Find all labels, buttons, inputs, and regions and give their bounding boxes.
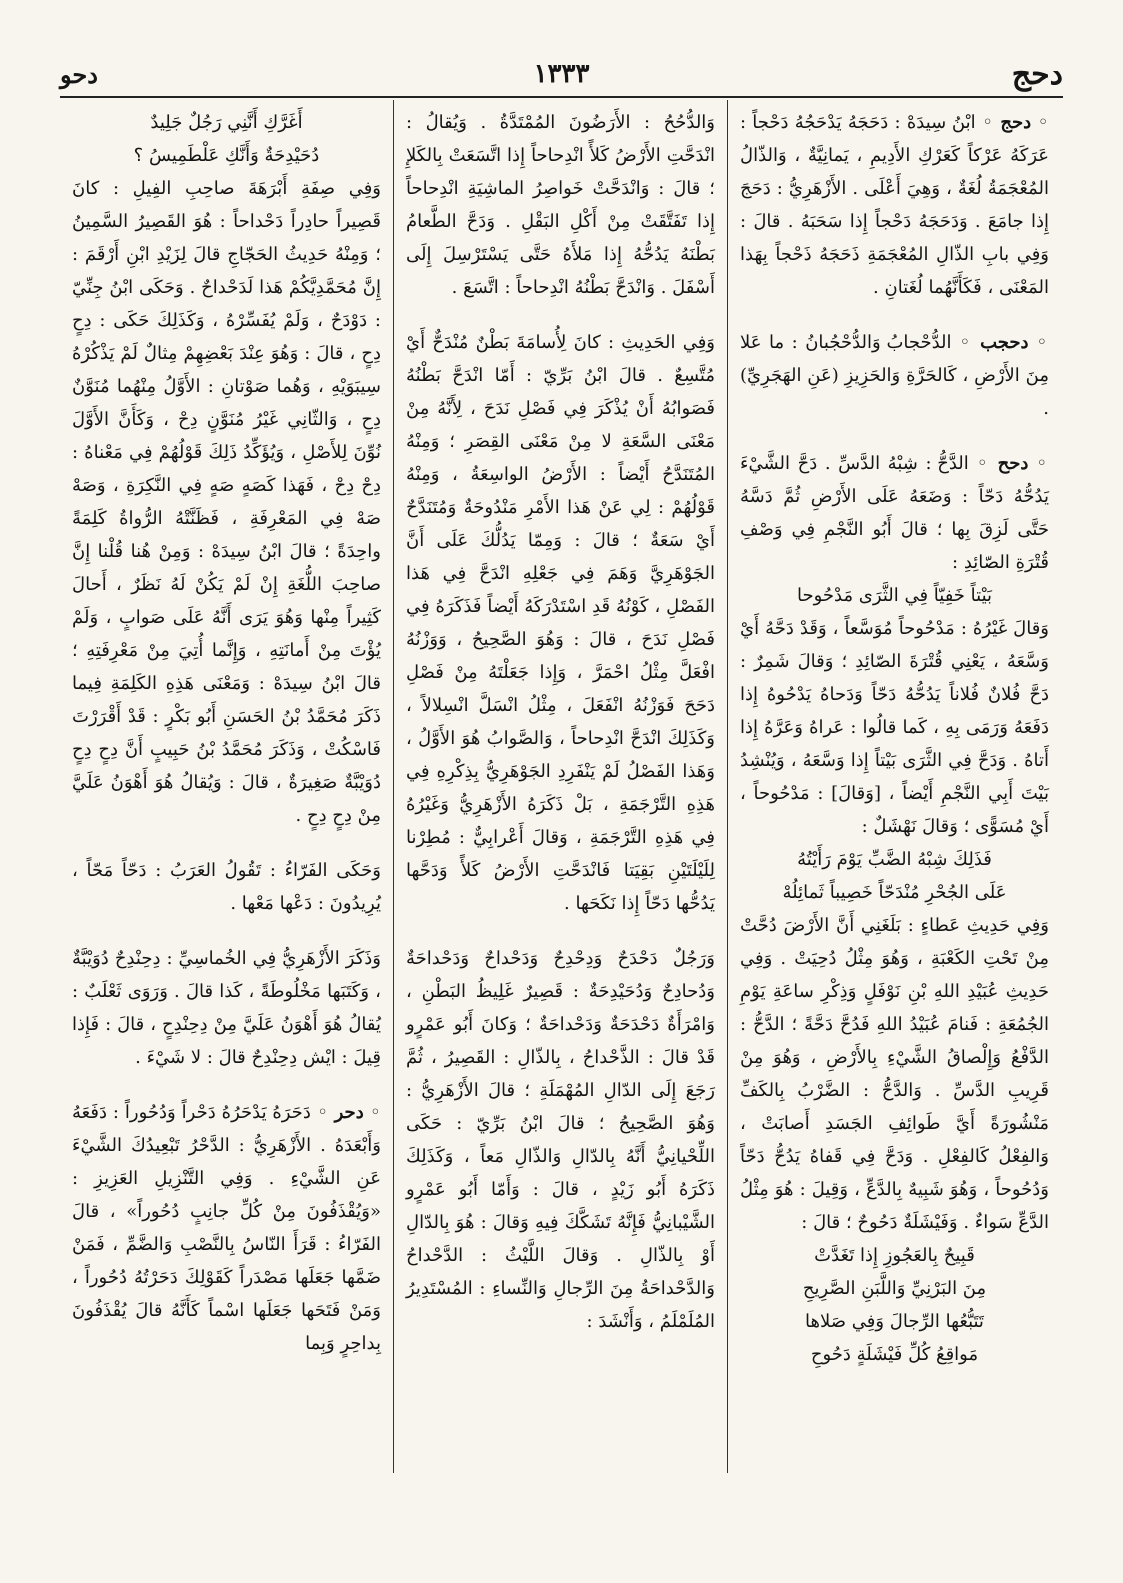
column-right bbox=[728, 100, 1061, 1473]
dictionary-entry bbox=[72, 1096, 381, 1360]
dictionary-entry bbox=[740, 447, 1049, 579]
page-number: ١٣٣٣ bbox=[533, 59, 590, 89]
entry-text: وَقالَ غَيْرُهُ : مَدْحُوحاً مُوَسَّعاً ، وَقَدْ دَحَّهُ أَيْ وَسَّعَهُ ، يَعْنِي قُتْرَةَ الصّائِدِ ؛ وَقالَ شَمِرٌ : دَحَّ فُلانٌ فُلاناً يَدُحُّهُ دَحّاً وَدَحاهُ يَدْحُوهُ إِذا دَفَعَهُ وَرَمَى بِهِ ، كَما قالُوا : عَراهُ وَعَرَّهُ إِذا أَتاهُ . وَدَحَّ فِي الثَّرَى بَيْتاً إِذا وَسَّعَهُ ، وَيُنْشِدُ بَيْتَ أَبِي النَّجْمِ أَيْضاً ، [وَقالَ] : مَدْحُوحاً ، أَيْ مُسَوًّى ؛ وَقالَ نَهْشَلٌ : bbox=[740, 618, 1049, 837]
verse-line: دُحَيْدِحَةٌ وَأَنَّكِ عَلْطَمِيسُ ؟ bbox=[133, 145, 320, 166]
entry-text: وَفِي الحَدِيثِ : كانَ لِأُسامَةَ بَطْنٌ مُنْدَحٌّ أَيْ مُتَّسِعٌ . قالَ ابْنُ بَرِّيّ : أَمّا انْدَحَّ بَطْنُهُ فَصَوابُهُ أَنْ يُذْكَرَ فِي فَصْلِ نَدَحَ ، لِأَنَّهُ مِنْ مَعْنَى السَّعَةِ لا مِنْ مَعْنَى القِصَرِ ؛ وَمِنْهُ المُتَنَدَّحُ أَيْضاً : الأَرْضُ الواسِعَةُ ، وَمِنْهُ قَوْلُهُمْ : لِي عَنْ هَذا الأَمْرِ مَنْدُوحَةٌ وَمُتَنَدَّحٌ أَيْ سَعَةٌ ؛ قالَ : وَمِمّا يَدُلُّكَ عَلَى أَنَّ الجَوْهَرِيَّ وَهَمَ فِي جَعْلِهِ انْدَحَّ فِي هَذا الفَصْلِ ، كَوْنُهُ قَدِ اسْتَدْرَكَهُ أَيْضاً فَذَكَرَهُ فِي فَصْلِ نَدَحَ ، قالَ : وَهُوَ الصَّحِيحُ ، وَوَزْنُهُ افْعَلَّ مِثْلُ احْمَرَّ ، وَإِذا جَعَلْتَهُ مِنْ فَصْلِ دَحَحَ فَوَزْنُهُ انْفَعَلَ ، مِثْلُ انْسَلَّ انْسِلالاً ، وَكَذَلِكَ انْدَحَّ انْدِحاحاً ، وَالصَّوابُ هُوَ الأَوَّلُ ، وَهَذا الفَصْلُ لَمْ يَنْفَرِدِ الجَوْهَرِيُّ بِذِكْرِهِ فِي هَذِهِ التَّرْجَمَةِ ، بَلْ ذَكَرَهُ الأَزْهَرِيُّ وَغَيْرُهُ فِي هَذِهِ التَّرْجَمَةِ ، وَقالَ أَعْرابِيٌّ : مُطِرْنا لِلَيْلَتَيْنِ بَقِيَتا فَانْدَحَّتِ الأَرْضُ كَلأً وَدَحَّها يَدُحُّها دَحّاً إِذا نَكَحَها . bbox=[406, 332, 715, 914]
dictionary-entry bbox=[72, 172, 381, 832]
entry-headword: ◦ دحح ◦ bbox=[968, 453, 1049, 474]
dictionary-entry bbox=[406, 326, 715, 920]
entry-text: وَحَكَى الفَرّاءُ : تَقُولُ العَرَبُ : دَحّاً مَحّاً ، يُرِيدُونَ : دَعْها مَعْها . bbox=[72, 860, 381, 914]
verse-line: مَواقِعُ كُلِّ فَيْشَلَةٍ دَحُوحِ bbox=[810, 1344, 979, 1365]
entry-text: وَفِي حَدِيثِ عَطاءٍ : بَلَغَنِي أَنَّ الأَرْضَ دُحَّتْ مِنْ تَحْتِ الكَعْبَةِ ، وَهُوَ مِثْلُ دُحِيَتْ . وَفِي حَدِيثِ عُبَيْدِ اللهِ بْنِ نَوْفَلٍ وَذِكْرِ ساعَةِ يَوْمِ الجُمُعَةِ : فَنامَ عُبَيْدُ اللهِ فَدُحَّ دَحَّةً ؛ الدَّحُّ : الدَّفْعُ وَإِلْصاقُ الشَّيْءِ بِالأَرْضِ ، وَهُوَ مِنْ قَرِيبِ الدَّسِّ . وَالدَّحُّ : الضَّرْبُ بِالكَفِّ مَنْشُورَةً أَيَّ طَوائِفِ الجَسَدِ أَصابَتْ ، وَالفِعْلُ كَالفِعْلِ . وَدَحَّ فِي قَفاهُ يَدُحُّ دَحّاً وَدُحُوحاً ، وَهُوَ شَبِيهٌ بِالدَّعِّ ، وَقِيلَ : هُوَ مِثْلُ الدَّعِّ سَواءٌ . وَفَيْشَلَةٌ دَحُوحٌ ؛ قالَ : bbox=[740, 915, 1049, 1233]
dictionary-entry bbox=[406, 942, 715, 1338]
column-left bbox=[60, 100, 394, 1473]
guide-word-left: دحو bbox=[60, 59, 98, 89]
text-columns bbox=[60, 100, 1061, 1473]
entry-headword: ◦ دحر ◦ bbox=[310, 1102, 382, 1123]
entry-headword: ◦ دحجب ◦ bbox=[951, 332, 1049, 353]
dictionary-entry bbox=[406, 106, 715, 304]
dictionary-entry bbox=[740, 326, 1049, 425]
dictionary-entry bbox=[740, 909, 1049, 1239]
entry-text: الدَّحُّ : شِبْهُ الدَّسِّ . دَحَّ الشَّيْءَ يَدُحُّهُ دَحّاً : وَضَعَهُ عَلَى الأَرْضِ ثُمَّ دَسَّهُ حَتَّى لَزِقَ بِها ؛ قالَ أَبُو النَّجْمِ فِي وَصْفِ قُتْرَةِ الصّائِدِ : bbox=[740, 453, 1049, 573]
page-header bbox=[60, 52, 1063, 98]
column-middle bbox=[394, 100, 728, 1473]
entry-text: وَرَجُلٌ دَحْدَحٌ وَدِحْدِحٌ وَدَحْداحٌ وَدَحْداحَةٌ وَدُحادِحٌ وَدُحَيْدِحَةٌ : قَصِيرٌ غَلِيظُ البَطْنِ ، وَامْرَأَةٌ دَحْدَحَةٌ وَدَحْداحَةٌ ؛ وَكانَ أَبُو عَمْرٍو قَدْ قالَ : الذَّحْداحُ ، بِالذّالِ : القَصِيرُ ، ثُمَّ رَجَعَ إِلَى الدّالِ المُهْمَلَةِ ؛ قالَ الأَزْهَرِيُّ : وَهُوَ الصَّحِيحُ ؛ قالَ ابْنُ بَرِّيّ : حَكَى اللِّحْيانِيُّ أَنَّهُ بِالدّالِ وَالذّالِ مَعاً ، وَكَذَلِكَ ذَكَرَهُ أَبُو زَيْدٍ ، قالَ : وَأَمّا أَبُو عَمْرٍو الشَّيْبانِيُّ فَإِنَّهُ تَشَكَّكَ فِيهِ وَقالَ : هُوَ بِالدّالِ أَوْ بِالذّالِ . وَقالَ اللَّيْثُ : الدَّحْداحُ وَالدَّحْداحَةُ مِنَ الرِّجالِ وَالنِّساءِ : المُسْتَدِيرُ المُلَمْلَمُ ، وَأَنْشَدَ : bbox=[406, 948, 715, 1332]
verse-line: قَبِيحٌ بِالعَجُوزِ إِذا تَغَدَّتْ bbox=[814, 1245, 975, 1266]
dictionary-entry bbox=[740, 612, 1049, 843]
entry-headword: ◦ دحج ◦ bbox=[975, 112, 1049, 133]
entry-text: وَذَكَرَ الأَزْهَرِيُّ فِي الخُماسِيِّ : دِحِنْدِحٌ دُوَيْبَّةٌ ، وَكَتَبَها مَخْلُوطَةً ، كَذا قالَ . وَرَوَى ثَعْلَبٌ : يُقالُ هُوَ أَهْوَنُ عَلَيَّ مِنْ دِحِنْدِحٍ ، قالَ : فَإِذا قِيلَ : ايْش دِحِنْدِحٌ قالَ : لا شَيْءَ . bbox=[72, 948, 381, 1068]
verse-line: أَغَرَّكِ أَنَّنِي رَجُلٌ جَلِيدٌ bbox=[150, 112, 303, 133]
dictionary-entry bbox=[72, 942, 381, 1074]
dictionary-entry bbox=[72, 854, 381, 920]
entry-text: ابْنُ سِيدَهْ : دَحَجَهُ يَدْحَجُهُ دَحْجاً : عَرَكَهُ عَرْكاً كَعَرْكِ الأَدِيمِ ، يَمانِيَّةٌ ، وَالذّالُ المُعْجَمَةُ لُغَةٌ ، وَهِيَ أَعْلَى . الأَزْهَرِيُّ : دَحَجَ إِذا جامَعَ . وَدَحَجَهُ دَحْجاً إِذا سَحَبَهُ . قالَ : وَفِي بابِ الذّالِ المُعْجَمَةِ ذَحَجَهُ ذَحْجاً بِهَذا المَعْنَى ، فَكَأَنَّهُما لُغَتانِ . bbox=[740, 112, 1049, 298]
guide-word-right: دحج bbox=[1011, 56, 1063, 92]
dictionary-entry bbox=[740, 106, 1049, 304]
entry-text: وَالدُّحُحُ : الأَرَضُونَ المُمْتَدَّةُ . وَيُقالُ : انْدَحَّتِ الأَرْضُ كَلأً انْدِحاحاً إِذا اتَّسَعَتْ بِالكَلإِ ؛ قالَ : وَانْدَحَّتْ خَواصِرُ الماشِيَةِ انْدِحاحاً إِذا تَفَتَّقَتْ مِنْ أَكْلِ البَقْلِ . وَدَحَّ الطَّعامُ بَطْنَهُ يَدُحُّهُ إِذا مَلأَهُ حَتَّى يَسْتَرْسِلَ إِلَى أَسْفَلَ . وَانْدَحَّ بَطْنُهُ انْدِحاحاً : اتَّسَعَ . bbox=[406, 112, 715, 298]
verse-line: فَذَلِكَ شِبْهُ الضَّبِّ يَوْمَ رَأَيْتُهُ bbox=[797, 849, 992, 870]
verse-line: عَلَى الجُحْرِ مُنْدَحّاً خَصِيباً ثَمائِلُهْ bbox=[782, 882, 1007, 903]
verse-line: بَيْتاً خَفِيّاً فِي الثَّرَى مَدْحُوحا bbox=[796, 585, 993, 606]
entry-text: دَحَرَهُ يَدْحَرُهُ دَحْراً وَدُحُوراً : دَفَعَهُ وَأَبْعَدَهُ . الأَزْهَرِيُّ : الدَّحْرُ تَبْعِيدُكَ الشَّيْءَ عَنِ الشَّيْءِ . وَفِي التَّنْزِيلِ العَزِيزِ : «وَيُقْذَفُونَ مِنْ كُلِّ جانِبٍ دُحُوراً» ، قالَ الفَرّاءُ : قَرَأَ النّاسُ بِالنَّصْبِ وَالضَّمِّ ، فَمَنْ ضَمَّها جَعَلَها مَصْدَراً كَقَوْلِكَ دَحَرْتُهُ دُحُوراً ، وَمَنْ فَتَحَها جَعَلَها اسْماً كَأَنَّهُ قالَ يُقْذَفُونَ بِداحِرٍ وَبِما bbox=[72, 1102, 381, 1354]
verse-line: تَتَبُّعُها الرِّجالَ وَفِي صَلاها bbox=[805, 1311, 984, 1332]
entry-text: وَفِي صِفَةِ أَبْرَهَةَ صاحِبِ الفِيلِ : كانَ قَصِيراً حادِراً دَحْداحاً : هُوَ القَصِيرُ السَّمِينُ ؛ وَمِنْهُ حَدِيثُ الحَجّاجِ قالَ لِزَيْدِ ابْنِ أَرْقَمَ : إِنَّ مُحَمَّدِيَّكُمْ هَذا لَدَحْداحٌ . وَحَكَى ابْنُ جِنِّيّ : دَوْدَحٌ ، وَلَمْ يُفَسِّرْهُ ، وَكَذَلِكَ حَكَى : دِحٍ دِحٍ ، قالَ : وَهُوَ عِنْدَ بَعْضِهِمْ مِثالٌ لَمْ يَذْكُرْهُ سِيبَوَيْهِ ، وَهُما صَوْتانِ : الأَوَّلُ مِنْهُما مُنَوَّنٌ دِحٍ ، وَالثّانِي غَيْرُ مُنَوَّنٍ دِحْ ، وَكَأَنَّ الأَوَّلَ نُوِّنَ لِلأَصْلِ ، وَيُؤَكِّدُ ذَلِكَ قَوْلُهُمْ فِي مَعْناهُ : دِحْ دِحْ ، فَهَذا كَصَهٍ صَهٍ فِي النَّكِرَةِ ، وَصَهْ صَهْ فِي المَعْرِفَةِ ، فَظَنَّتْهُ الرُّواةُ كَلِمَةً واحِدَةً ؛ قالَ ابْنُ سِيدَهْ : وَمِنْ هُنا قُلْنا إِنَّ صاحِبَ اللُّغَةِ إِنْ لَمْ يَكُنْ لَهُ نَظَرٌ ، أَحالَ كَثِيراً مِنْها وَهُوَ يَرَى أَنَّهُ عَلَى صَوابٍ ، وَلَمْ يُؤْتَ مِنْ أَمانَتِهِ ، وَإِنَّما أُتِيَ مِنْ مَعْرِفَتِهِ ؛ قالَ ابْنُ سِيدَهْ : وَمَعْنَى هَذِهِ الكَلِمَةِ فِيما ذَكَرَ مُحَمَّدُ بْنُ الحَسَنِ أَبُو بَكْرٍ : قَدْ أَقْرَرْتَ فَاسْكُتْ ، وَذَكَرَ مُحَمَّدُ بْنُ حَبِيبٍ أَنَّ دِحٍ دِحٍ دُوَيْبَّةٌ صَغِيرَةٌ ، قالَ : وَيُقالُ هُوَ أَهْوَنُ عَلَيَّ مِنْ دِحٍ دِحٍ . bbox=[72, 178, 381, 826]
entry-text: الدُّحْجابُ وَالدُّحْجُبانُ : ما عَلا مِنَ الأَرْضِ ، كَالحَرَّةِ وَالحَزِيزِ (عَنِ الهَجَرِيِّ) . bbox=[740, 332, 1049, 419]
verse-line: مِنَ البَرْنِيِّ وَاللَّبَنِ الصَّرِيحِ bbox=[802, 1278, 987, 1299]
